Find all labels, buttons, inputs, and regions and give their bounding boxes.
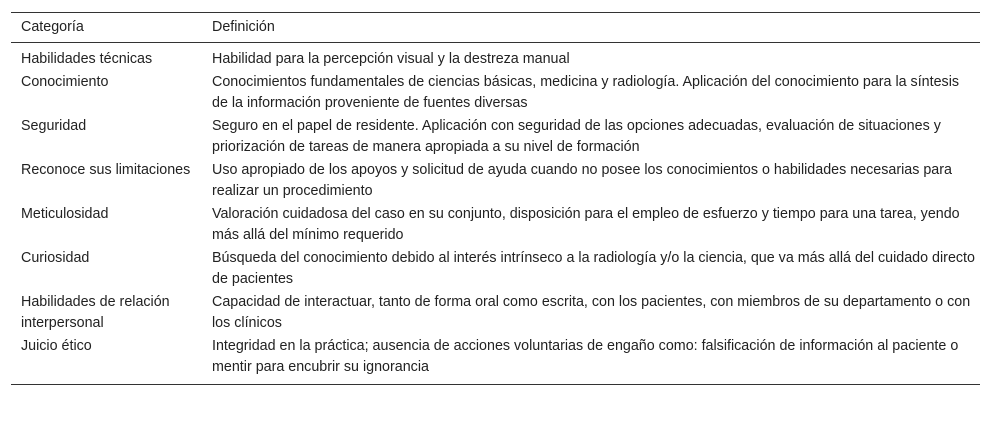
definitions-table-container [11,12,980,385]
table-row [11,335,980,385]
column-header-definition: Definición [202,13,980,43]
table-row [11,159,980,203]
category-cell: Reconoce sus limitaciones [21,162,191,178]
category-cell: Meticulosidad [21,206,109,222]
category-cell: Conocimiento [21,74,109,90]
definitions-table [11,12,980,385]
category-cell: Seguridad [21,118,87,134]
definition-cell: Uso apropiado de los apoyos y solicitud de ayuda cuando no posee los conocimientos o habilidades necesarias para realizar un procedimiento [212,162,952,199]
table-row [11,71,980,115]
table-row [11,203,980,247]
definition-cell: Búsqueda del conocimiento debido al interés intrínseco a la radiología y/o la ciencia, que va más allá del cuidado directo de pacientes [212,250,975,287]
definition-cell: Valoración cuidadosa del caso en su conjunto, disposición para el empleo de esfuerzo y tiempo para una tarea, yendo más allá del mínimo requerido [212,206,960,243]
table-header [11,13,980,43]
table-body [11,43,980,385]
header-row [11,13,980,43]
table-row [11,291,980,335]
table-row [11,247,980,291]
category-cell: Habilidades técnicas [21,51,153,67]
definition-cell: Seguro en el papel de residente. Aplicación con seguridad de las opciones adecuadas, evaluación de situaciones y priorización de tareas de manera apropiada a su nivel de formación [212,118,941,155]
table-row [11,43,980,72]
definition-cell: Integridad en la práctica; ausencia de acciones voluntarias de engaño como: falsificación de información al paciente o mentir para encubrir su ignorancia [202,335,980,385]
category-cell: Habilidades de relación interpersonal [21,294,170,331]
definition-cell: Capacidad de interactuar, tanto de forma oral como escrita, con los pacientes, con miembros de su departamento o con los clínicos [212,294,971,331]
category-cell: Curiosidad [21,250,90,266]
column-header-category: Categoría [11,13,202,43]
definition-cell: Habilidad para la percepción visual y la destreza manual [212,51,570,67]
category-cell: Juicio ético [11,335,202,385]
definition-cell: Conocimientos fundamentales de ciencias básicas, medicina y radiología. Aplicación del conocimiento para la síntesis de la información proveniente de fuentes diversas [212,74,960,111]
table-row [11,115,980,159]
